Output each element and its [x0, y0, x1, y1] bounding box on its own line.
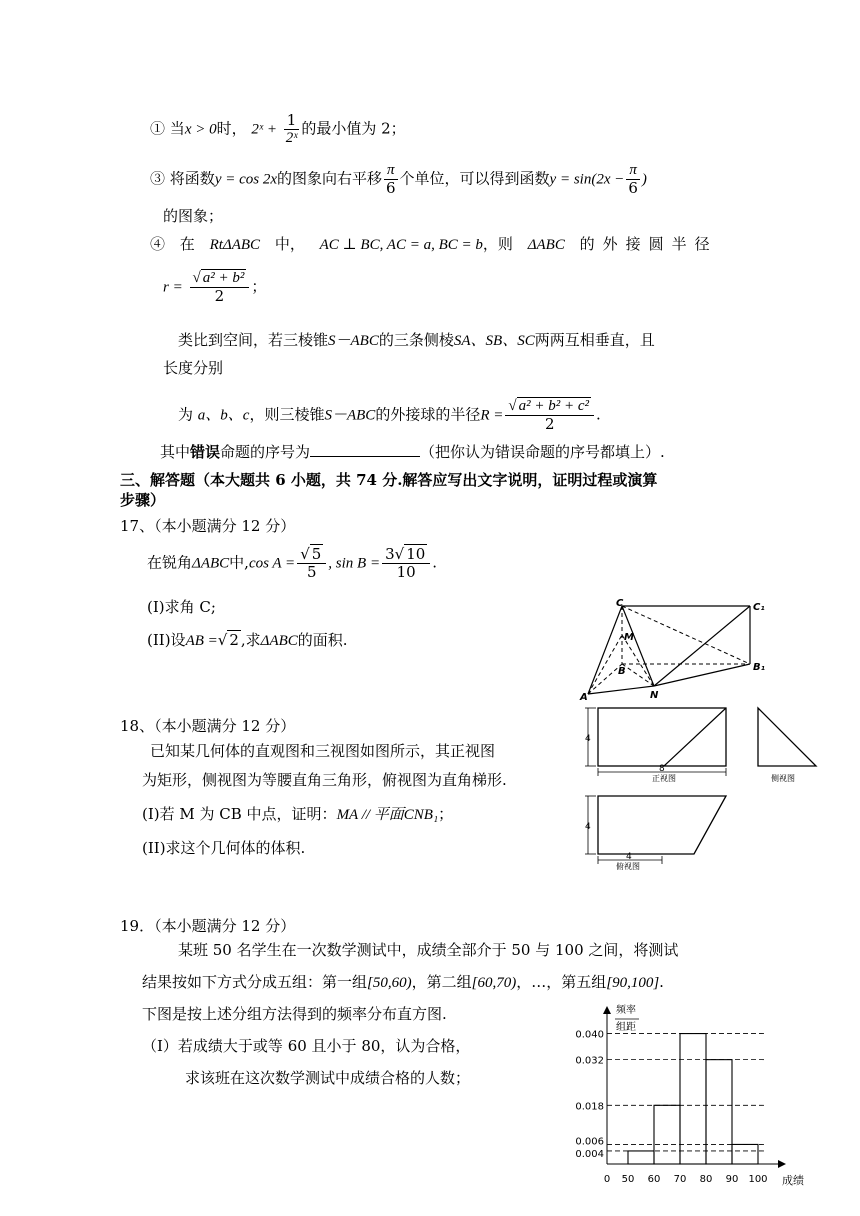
y-tick-label: 0.032 [575, 1055, 604, 1067]
label-B1: B₁ [753, 662, 766, 673]
front-view-caption: 正视图 [652, 774, 676, 783]
edge-B1N [654, 664, 750, 686]
seg-AM [588, 635, 622, 694]
prism-figure [578, 598, 768, 702]
top-height-dim: 4 [585, 822, 591, 832]
q18-line1: 已知某几何体的直观图和三视图如图所示，其正视图 [150, 742, 496, 760]
x-axis-title: 成绩 [782, 1174, 804, 1187]
wrong-propositions-line: 其中错误命题的序号为 （把你认为错误命题的序号都填上）. [160, 443, 665, 461]
edge-C1N [654, 606, 750, 686]
x-tick-label: 100 [748, 1174, 768, 1185]
top-view [585, 796, 726, 871]
x-tick-label: 0 [603, 1174, 611, 1185]
edge-AB [588, 664, 622, 694]
y-tick-label: 0.018 [575, 1101, 604, 1113]
front-width-dim: 8 [659, 764, 665, 774]
y-tick-label: 0.006 [575, 1136, 604, 1148]
y-tick-labels [575, 1030, 604, 1160]
top-view-caption: 俯视图 [616, 862, 640, 871]
front-view [585, 708, 726, 783]
histogram-bar [706, 1060, 732, 1164]
q18-line2: 为矩形，侧视图为等腰直角三角形，俯视图为直角梯形. [142, 771, 507, 789]
x-tick-label: 80 [699, 1174, 713, 1185]
item-3: ③ 将函数y = cos 2x的图象向右平移 $\frac{\pi}{6}$ 个单位，可以得到函数y = sin(2x − $\frac{\pi}{6}$ ) [150, 162, 647, 197]
x-tick-label: 90 [725, 1174, 739, 1185]
histogram-bar [654, 1105, 680, 1164]
item-3-line2: 的图象； [163, 207, 224, 225]
label-C: C [616, 598, 624, 609]
frequency-histogram [560, 1000, 820, 1196]
q17-statement: 在锐角ΔABC中,cos A = $\frac{√ 5}{5}$ , sin B = $\frac{3√ 10}{10}$ . [147, 545, 438, 581]
q18-part2: (II)求这个几何体的体积. [142, 839, 306, 857]
q19-part1: （Ⅰ）若成绩大于或等 60 且小于 80，认为合格， [142, 1037, 471, 1055]
item-1: ① 当x > 0时， 2ˣ + $\frac{1}{\text{2ˣ}}$ 的最小值为 2； [150, 111, 406, 146]
side-view-caption: 侧视图 [771, 774, 795, 783]
q19-header: 19．（本小题满分 12 分） [120, 917, 296, 935]
q19-line2: 结果按如下方式分成五组：第一组[50,60)，第二组[60,70)，…，第五组[90,100]. [142, 973, 664, 991]
analogy-line2: 长度分别 [163, 359, 224, 377]
analogy-line1: 类比到空间，若三棱锥S－ABC的三条侧棱SA、SB、SC两两互相垂直，且 [178, 331, 655, 349]
front-height-dim: 4 [585, 734, 591, 744]
q18-header: 18、（本小题满分 12 分） [120, 717, 296, 735]
top-width-dim: 4 [626, 852, 632, 862]
q17-part1: (I)求角 C; [147, 598, 216, 616]
q17-header: 17、（本小题满分 12 分） [120, 517, 296, 535]
y-label-top: 频率 [616, 1005, 636, 1016]
answer-blank [310, 442, 420, 457]
dashed-reference-lines [607, 1034, 766, 1151]
side-view [758, 708, 816, 783]
q19-line1: 某班 50 名学生在一次数学测试中，成绩全部介于 50 与 100 之间，将测试 [178, 941, 679, 959]
label-M: M [624, 632, 634, 643]
x-tick-labels [604, 1174, 768, 1185]
y-tick-label: 0.040 [575, 1029, 604, 1041]
edge-NA [588, 686, 654, 694]
radius-formula: r = $\frac{\text{√ a² + b²}}{2}$ ； [163, 270, 267, 305]
y-label-bottom: 组距 [616, 1022, 636, 1033]
histogram-bar [628, 1151, 654, 1164]
label-N: N [650, 690, 659, 701]
item-4: ④ 在 RtΔABC 中， AC ⊥ BC, AC = a, BC = b，则 ΔABC 的外接圆半径 [150, 235, 718, 253]
q19-part1-line2: 求该班在这次数学测试中成绩合格的人数； [185, 1069, 471, 1087]
three-views-figure [582, 700, 842, 872]
label-C1: C₁ [753, 602, 765, 613]
histogram-bar [732, 1144, 758, 1164]
section-title: 三、解答题（本大题共 6 小题，共 74 分.解答应写出文字说明，证明过程或演算 [120, 471, 658, 489]
x-tick-label: 60 [647, 1174, 661, 1185]
analogy-line3: 为 a、b、c，则三棱锥S－ABC的外接球的半径R = $\frac{\text{√ a² + b² + c²}}{2}$ . [178, 398, 601, 433]
q19-line3: 下图是按上述分组方法得到的频率分布直方图. [142, 1005, 447, 1023]
q17-part2: (II)设AB =√ 2 ,求ΔABC的面积. [147, 631, 348, 649]
item-marker: ① [150, 119, 166, 138]
x-tick-label: 50 [621, 1174, 635, 1185]
label-B: B [618, 666, 626, 677]
q18-part1: (I)若 M 为 CB 中点，证明：MA // 平面CNB₁； [142, 805, 454, 823]
edge-AC [588, 606, 622, 694]
x-tick-label: 70 [673, 1174, 687, 1185]
y-tick-label: 0.004 [575, 1148, 604, 1160]
label-A: A [580, 692, 588, 702]
